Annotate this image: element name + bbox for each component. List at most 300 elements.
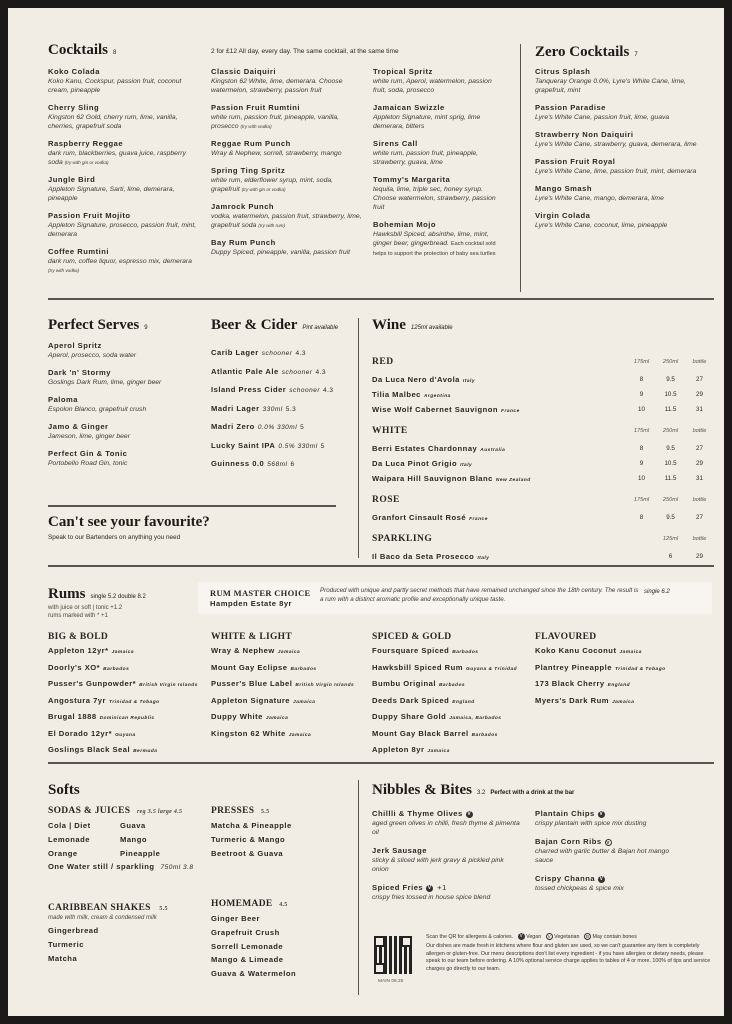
- item-desc-text: Goslings Dark Rum, lime, ginger beer: [48, 379, 162, 386]
- rum-name: Doorly's XO*: [48, 662, 101, 672]
- item-name: Passion Fruit Royal: [535, 157, 616, 166]
- cocktails-column-3: [373, 66, 503, 266]
- wine-price: 6: [668, 553, 673, 560]
- wine-price: 9.5: [666, 376, 675, 383]
- beer-item: [211, 455, 361, 474]
- divider: [48, 298, 714, 300]
- beer-item: [211, 363, 361, 382]
- list-item: Matcha & Pineapple: [211, 821, 292, 830]
- wine-price: 10.5: [664, 391, 677, 398]
- menu-item: [48, 448, 198, 468]
- wine-origin: New Zealand: [495, 478, 531, 483]
- menu-item: [211, 201, 363, 230]
- beer-name: Carib Lager: [211, 348, 259, 357]
- item-name: Virgin Colada: [535, 211, 591, 220]
- wine-price: 9.5: [666, 445, 675, 452]
- wine-price: 10: [638, 475, 645, 482]
- beer-item: [211, 418, 361, 437]
- beer-price: 5: [320, 442, 325, 450]
- item-description: [211, 77, 363, 95]
- wine-name: [372, 375, 627, 384]
- item-name: Tommy's Margarita: [373, 175, 451, 184]
- menu-item: [535, 156, 715, 176]
- rums-star-note: rums marked with * +1: [48, 613, 108, 619]
- rum-origin: Jamaica: [288, 732, 312, 738]
- list-item: Beetroot & Guava: [211, 848, 284, 858]
- shakes-title: CARIBBEAN SHAKES 5.5: [48, 903, 168, 913]
- nibble-description: aged green olives in chilli, fresh thyme & pimenta oil: [372, 820, 520, 836]
- rum-name: Pusser's Gunpowder*: [48, 679, 137, 688]
- beer-name: Guinness 0.0: [211, 459, 265, 468]
- rum-group-title: SPICED & GOLD: [372, 632, 452, 642]
- rum-item: [372, 644, 517, 661]
- item-name: Classic Daiquiri: [211, 67, 276, 76]
- item-description: [48, 149, 198, 167]
- wine-price: 29: [696, 460, 703, 467]
- item-desc-text: white rum, passion fruit, pineapple, vanilla, prosecco: [211, 114, 340, 130]
- list-item: Mango & Limeade: [211, 955, 284, 965]
- menu-item: [373, 174, 503, 212]
- item-name: Paloma: [48, 395, 79, 404]
- cocktails-column-1: [48, 66, 198, 282]
- vegan-icon: V: [519, 933, 523, 939]
- rum-origin: Jamaica: [427, 749, 450, 754]
- wine-price: 9: [639, 460, 644, 467]
- wine-label: Berri Estates Chardonnay: [372, 444, 478, 453]
- menu-item: [211, 237, 363, 257]
- menu-item: [48, 66, 198, 95]
- item-description: [535, 140, 715, 149]
- rum-origin: Barbados: [438, 683, 466, 688]
- item-description: [48, 432, 198, 441]
- item-description: [48, 378, 198, 387]
- item-desc-text: Hawksbill Spiced, absinthe, lime, mint, ginger beer, gingerbread.: [373, 231, 489, 247]
- rum-origin: Bermuda: [133, 749, 158, 754]
- nibble-label: Bajan Corn Ribs: [535, 837, 602, 846]
- item-name: Strawberry Non Daiquiri: [535, 130, 634, 139]
- shakes-list: [48, 924, 168, 965]
- item-description: [48, 185, 198, 203]
- menu-code: MAIN 08.25: [378, 979, 404, 984]
- item-note: Each cocktail sold helps to support the protection of baby sea turtles: [373, 241, 496, 257]
- wine-group-name: RED: [372, 357, 394, 367]
- wine-col-header: bottle: [692, 428, 707, 434]
- beer-size: 0.0% 330ml: [257, 424, 298, 431]
- beer-size: 330ml: [262, 405, 283, 413]
- nibble-name: [535, 873, 685, 884]
- sodas-juices: [48, 806, 208, 875]
- rum-name: Mount Gay Eclipse: [211, 662, 288, 672]
- nibble-description: crispy fries tossed in house spice blend: [372, 894, 491, 901]
- wine-col-header: bottle: [692, 536, 707, 542]
- wine-price: 11.5: [664, 475, 677, 482]
- rum-group-title: WHITE & LIGHT: [211, 632, 292, 642]
- rum-name: Plantrey Pineapple: [535, 662, 612, 672]
- menu-item: [373, 66, 503, 95]
- item-description: [373, 113, 503, 131]
- beer-size: schooner: [281, 368, 313, 376]
- menu-item: [535, 66, 715, 95]
- item-desc-text: white rum, elderflower syrup, mint, soda, grapefruit: [211, 177, 334, 193]
- list-item: Matcha: [48, 953, 78, 963]
- item-desc-text: tequila, lime, triple sec, honey syrup. Choose watermelon, strawberry, passion fruit: [373, 186, 496, 211]
- item-desc-text: Portobello Road Gin, tonic: [48, 460, 128, 467]
- beer-name: Island Press Cider: [211, 385, 287, 394]
- wine-name: [372, 474, 627, 483]
- rum-origin: Guyana & Trinidad: [466, 666, 518, 672]
- item-name: Koko Colada: [48, 67, 100, 76]
- item-description: [211, 149, 363, 158]
- wine-label: Da Luca Pinot Grigio: [372, 459, 458, 468]
- rums-mixer-note: with juice or soft | tonic +1.2: [48, 605, 123, 611]
- item-name: Bay Rum Punch: [211, 238, 276, 247]
- wine-col-header: 250ml: [662, 428, 679, 434]
- wine-col-header: 175ml: [633, 359, 650, 365]
- list-item: Gingerbread: [48, 926, 99, 935]
- item-description: [211, 176, 363, 194]
- wine-row: [372, 372, 714, 387]
- item-description: [48, 351, 198, 360]
- rum-master-desc: Produced with unique and partly secret methods that have remained unchanged since the 18th century. The result is a rum with a distinct aromatic profile and exceptionally unique taste.: [320, 587, 639, 603]
- rum-group: [372, 632, 517, 760]
- wine-origin: Italy: [460, 463, 473, 468]
- nibble-name: [535, 808, 685, 819]
- list-item: Pineapple: [120, 848, 161, 858]
- item-name: Jamaican Swizzle: [373, 103, 445, 112]
- item-description: [373, 149, 503, 167]
- item-name: Coffee Rumtini: [48, 247, 109, 256]
- item-description: [48, 257, 198, 275]
- rum-origin: Barbados: [290, 666, 317, 672]
- list-item: Lemonade: [48, 834, 90, 844]
- zero-cocktails-list: [535, 66, 715, 237]
- item-description: [373, 77, 503, 95]
- rum-name: Wray & Nephew: [211, 646, 275, 655]
- sodas-col-1: [48, 819, 120, 860]
- menu-item: [48, 367, 198, 387]
- rum-origin: Barbados: [103, 666, 130, 672]
- rum-group-title: FLAVOURED: [535, 632, 597, 642]
- rum-origin: Barbados: [471, 732, 498, 738]
- rum-origin: Jamaica: [293, 699, 316, 705]
- nibble-item: [535, 836, 685, 865]
- rum-item: [372, 677, 517, 694]
- item-description: [211, 212, 363, 230]
- item-description: [48, 221, 198, 239]
- wine-price: 11.5: [664, 406, 677, 413]
- menu-item: [373, 138, 503, 167]
- wine-price: 27: [696, 514, 703, 521]
- rum-origin: Guyana: [115, 732, 136, 738]
- beer-name: Atlantic Pale Ale: [211, 366, 279, 376]
- wine-row: [372, 387, 714, 402]
- rum-origin: Barbados: [452, 650, 479, 655]
- homemade-list: [211, 912, 296, 981]
- rum-item: [211, 710, 354, 727]
- item-name: Jungle Bird: [48, 175, 96, 184]
- rum-name: Angostura 7yr: [48, 695, 106, 705]
- vegan-icon: V: [467, 810, 472, 817]
- wine-name: [372, 444, 627, 453]
- nibble-item: [535, 808, 685, 828]
- rum-item: [48, 694, 198, 711]
- beer-price: 5.3: [285, 405, 297, 413]
- rum-item: [372, 743, 517, 760]
- item-note: (try with gin or vodka): [241, 187, 286, 192]
- vegetarian-icon: V: [606, 839, 610, 845]
- wine-price: 8: [639, 376, 644, 383]
- presses-list: [211, 819, 292, 860]
- wine-price: 9.5: [666, 514, 675, 521]
- rum-item: [535, 644, 666, 661]
- divider: [48, 762, 714, 764]
- item-desc-text: Lyre's White Cane, mango, demerara, lime: [535, 195, 664, 202]
- menu-item: [535, 102, 715, 122]
- rum-master-price: single 6.2: [644, 589, 670, 595]
- rum-name: Mount Gay Black Barrel: [372, 728, 469, 738]
- wine-name: [372, 552, 627, 561]
- perfect-serves-title: Perfect Serves 9: [48, 317, 148, 333]
- item-desc-text: dark rum, coffee liquor, espresso mix, demerara: [48, 258, 192, 265]
- item-name: Bohemian Mojo: [373, 220, 437, 229]
- wine-row: [372, 549, 714, 564]
- divider: [358, 780, 359, 995]
- wine-label: Granfort Cinsault Rosé: [372, 513, 467, 522]
- rum-item: [48, 661, 198, 678]
- wine-col-header: 175ml: [633, 497, 650, 503]
- item-name: Perfect Gin & Tonic: [48, 449, 128, 458]
- nibble-name: [535, 836, 685, 847]
- homemade: [211, 899, 296, 981]
- item-desc-text: Espolon Blanco, grapefruit crush: [48, 406, 147, 413]
- list-item: Mango: [120, 834, 147, 844]
- item-name: Spring Ting Spritz: [211, 166, 286, 175]
- rum-group-title: BIG & BOLD: [48, 632, 109, 642]
- nibble-item: [372, 882, 522, 902]
- list-item: Sorrell Lemonade: [211, 941, 284, 951]
- item-name: Mango Smash: [535, 184, 592, 193]
- cocktails-promo: 2 for £12 All day, every day. The same cocktail, at the same time: [211, 48, 399, 55]
- rum-item: [211, 661, 354, 678]
- item-note: (try with rum): [258, 223, 286, 228]
- wine-name: [372, 513, 627, 522]
- wine-price: 29: [696, 553, 703, 560]
- divider: [48, 505, 336, 507]
- rum-origin: Jamaica: [611, 699, 635, 705]
- drinks-menu: [8, 8, 724, 1016]
- nibble-name: [372, 845, 522, 856]
- wine-row: [372, 471, 714, 486]
- wine-col-header: 175ml: [633, 428, 650, 434]
- menu-item: [48, 394, 198, 414]
- beer-item: [211, 437, 361, 456]
- item-name: Passion Fruit Rumtini: [211, 103, 300, 112]
- wine-price: 27: [696, 376, 703, 383]
- item-name: Cherry Sling: [48, 103, 100, 112]
- menu-item: [48, 174, 198, 203]
- nibble-description: crispy plantain with spice mix dusting: [535, 820, 647, 827]
- beer-item: [211, 400, 361, 419]
- rum-origin: Jamaica, Barbados: [449, 716, 502, 721]
- softs-title: Softs: [48, 782, 80, 798]
- rum-master-name: Hampden Estate 8yr: [210, 599, 293, 608]
- beer-price: 5: [300, 424, 305, 431]
- item-desc-text: white rum, Aperol, watermelon, passion fruit, soda, prosecco: [373, 78, 492, 94]
- wine-label: Il Baco da Seta Prosecco: [372, 552, 475, 561]
- rum-group: [48, 632, 198, 760]
- menu-item: [211, 66, 363, 95]
- divider: [520, 44, 521, 292]
- menu-item: [48, 102, 198, 131]
- wine-origin: France: [469, 517, 488, 522]
- item-desc-text: Tanqueray Orange 0.0%, Lyre's White Cane, lime, grapefruit, mint: [535, 78, 686, 94]
- nibble-label: Plantain Chips: [535, 809, 595, 818]
- wine-table: [372, 348, 714, 564]
- rum-item: [48, 710, 198, 727]
- list-item: Turmeric & Mango: [211, 834, 286, 844]
- rum-origin: British Virgin Islands: [295, 683, 355, 688]
- favourite-text: Speak to our Bartenders on anything you need: [48, 534, 181, 541]
- shakes-note: made with milk, cream & condensed milk: [48, 915, 157, 921]
- wine-col-header: bottle: [692, 359, 707, 365]
- wine-row: [372, 456, 714, 471]
- beer-item: [211, 344, 361, 363]
- nibble-description: tossed chickpeas & spice mix: [535, 885, 624, 892]
- wine-price: 9: [639, 391, 644, 398]
- wine-origin: Argentina: [423, 394, 451, 399]
- wine-row: [372, 510, 714, 525]
- item-name: Citrus Splash: [535, 67, 591, 76]
- favourite-title: Can't see your favourite?: [48, 514, 210, 530]
- item-description: [373, 185, 503, 212]
- menu-item: [535, 210, 715, 230]
- allergen-footer: Scan the QR for allergens & calories. V Vegan V Vegetarian B May contain bones Our dishes are made fresh in kitchens where flour and gluten are used, so we can't guarantee any item is completely allergen or gluten-free. Our menu descriptions don't list every ingredient - if you have allergies or dietary needs, please speak to our team before ordering. A 10% optional service charge applies to tables of 4 or more. 100% of tips and service charges go directly to our team.: [426, 933, 714, 974]
- bones-icon: B: [585, 934, 589, 939]
- item-description: [48, 459, 198, 468]
- rum-item: [211, 677, 354, 694]
- rum-origin: England: [452, 699, 475, 705]
- list-item: One Water still / sparkling 750ml 3.8: [48, 862, 194, 872]
- item-name: Aperol Spritz: [48, 341, 102, 350]
- item-desc-text: Koko Kanu, Cockspur, passion fruit, coconut cream, pineapple: [48, 78, 182, 94]
- item-name: Dark 'n' Stormy: [48, 368, 112, 377]
- rum-item: [535, 677, 666, 694]
- rum-origin: Jamaica: [619, 650, 642, 655]
- rum-name: Bumbu Original: [372, 679, 436, 688]
- wine-group-name: ROSE: [372, 495, 400, 505]
- menu-item: [211, 165, 363, 194]
- wine-price: 8: [639, 514, 644, 521]
- nibbles-column-2: [535, 808, 685, 901]
- rum-master-choice: [198, 582, 712, 614]
- beer-price: 4.3: [315, 368, 327, 376]
- rum-item: [48, 727, 198, 744]
- rum-name: Appleton 12yr*: [48, 646, 109, 655]
- wine-group-header: [372, 421, 714, 441]
- item-description: [211, 248, 363, 257]
- item-desc-text: vodka, watermelon, passion fruit, strawberry, lime, grapefruit soda: [211, 213, 362, 229]
- sodas-col-2: [120, 819, 160, 860]
- wine-label: Tilia Malbec: [372, 390, 421, 399]
- item-description: [48, 405, 198, 414]
- beer-price: 4.3: [295, 350, 306, 357]
- item-note: (try with gin or vodka): [64, 160, 109, 165]
- rum-name: Foursquare Spiced: [372, 646, 450, 655]
- nibble-label: Jerk Sausage: [372, 846, 427, 855]
- item-name: Jamrock Punch: [211, 202, 275, 211]
- rum-item: [211, 644, 354, 661]
- item-desc-text: Appleton Signature, prosecco, passion fruit, mint, demerara: [48, 222, 197, 238]
- rum-item: [372, 727, 517, 744]
- menu-item: [535, 183, 715, 203]
- menu-item: [535, 129, 715, 149]
- rum-name: El Dorado 12yr*: [48, 728, 113, 738]
- rum-item: [48, 677, 198, 694]
- qr-code[interactable]: [374, 936, 412, 974]
- list-item: Orange: [48, 848, 78, 858]
- rum-name: 173 Black Cherry: [535, 679, 605, 688]
- nibble-description: charred with garlic butter & Bajan hot mango sauce: [535, 848, 670, 864]
- item-description: [535, 221, 715, 230]
- caribbean-shakes: [48, 903, 168, 965]
- nibble-extra: +1: [437, 883, 447, 892]
- rum-origin: Jamaica: [111, 650, 135, 655]
- nibble-label: Spiced Fries: [372, 883, 424, 892]
- list-item: Guava & Watermelon: [211, 969, 297, 979]
- menu-item: [211, 138, 363, 158]
- item-desc-text: Kingston 62 White, lime, demerara. Choose watermelon, strawberry, passion fruit: [211, 78, 343, 94]
- list-item: Grapefruit Crush: [211, 927, 280, 937]
- zero-cocktails-title: Zero Cocktails 7: [535, 44, 638, 60]
- beer-size: schooner: [289, 387, 321, 394]
- item-desc-text: Lyre's White Cane, lime, passion fruit, mint, demerara: [535, 168, 697, 175]
- rum-origin: England: [607, 683, 631, 688]
- list-item: Guava: [120, 821, 146, 830]
- rum-name: Pusser's Blue Label: [211, 679, 293, 688]
- rum-item: [372, 694, 517, 711]
- wine-col-header: 250ml: [662, 497, 679, 503]
- item-name: Sirens Call: [373, 139, 418, 148]
- item-description: [535, 113, 715, 122]
- rum-name: Brugal 1888: [48, 712, 97, 721]
- rum-item: [211, 694, 354, 711]
- wine-price: 31: [696, 406, 703, 413]
- rum-master-label: RUM MASTER CHOICE: [210, 588, 311, 598]
- menu-item: [211, 102, 363, 131]
- rum-name: Duppy Share Gold: [372, 712, 447, 721]
- beer-list: [211, 344, 361, 474]
- rum-item: [372, 661, 517, 678]
- vegan-icon: V: [427, 884, 432, 891]
- rum-name: Myers's Dark Rum: [535, 695, 609, 705]
- rum-name: Hawksbill Spiced Rum: [372, 662, 464, 672]
- item-name: Passion Fruit Mojito: [48, 211, 131, 220]
- vegetarian-icon: V: [547, 934, 551, 939]
- sodas-title: SODAS & JUICES reg 3.5 large 4.5: [48, 806, 183, 816]
- wine-col-header: 125ml: [662, 536, 679, 542]
- nibble-name: [372, 808, 522, 819]
- rum-item: [535, 694, 666, 711]
- beer-size: schooner: [261, 350, 293, 357]
- beer-price: 6: [290, 461, 295, 468]
- wine-group-header: [372, 490, 714, 510]
- item-desc-text: Jameson, lime, ginger beer: [48, 433, 130, 440]
- nibbles-title: Nibbles & Bites 3.2 Perfect with a drink at the bar: [372, 782, 575, 798]
- rum-item: [48, 644, 198, 661]
- beer-price: 4.3: [323, 387, 334, 394]
- beer-name: Madri Zero: [211, 422, 255, 431]
- rum-item: [372, 710, 517, 727]
